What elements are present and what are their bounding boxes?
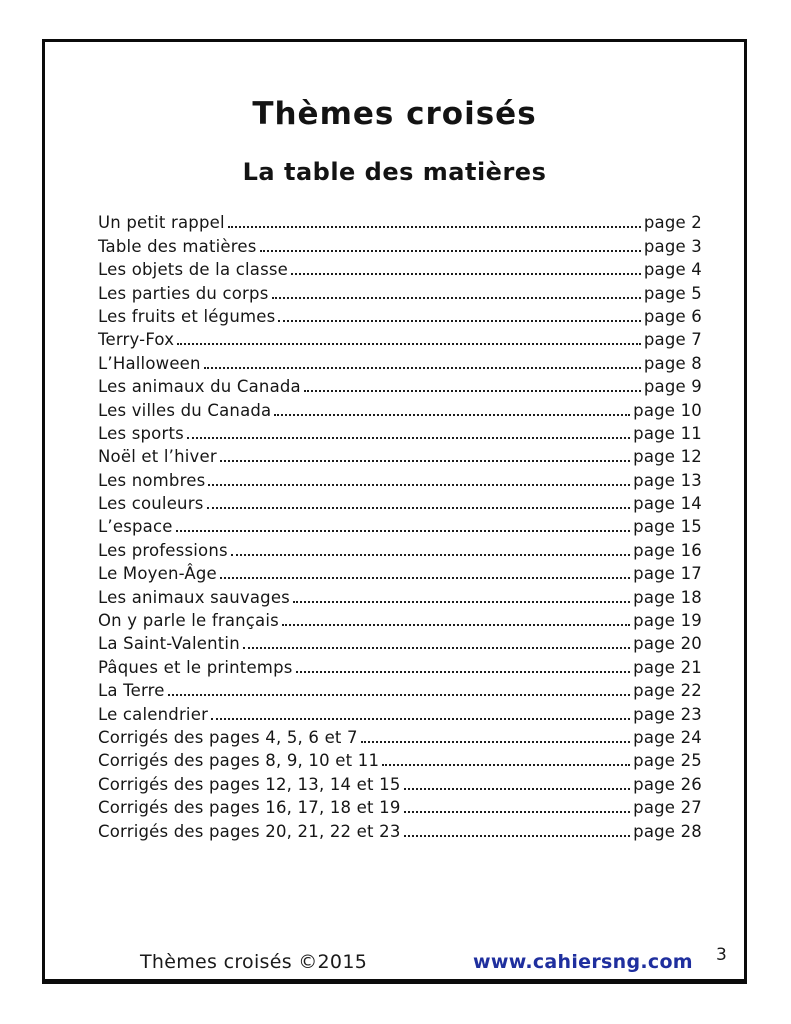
toc-entry-label: Les animaux du Canada	[98, 377, 301, 397]
toc-entry	[98, 748, 702, 771]
toc-entry-page: page 26	[633, 774, 702, 794]
toc-entry-label: L’espace	[98, 517, 173, 537]
toc-entry-label: Corrigés des pages 8, 9, 10 et 11	[98, 751, 380, 771]
footer-website-link[interactable]: www.cahiersng.com	[473, 951, 693, 973]
toc-leader-dots	[293, 601, 630, 603]
toc-entry-label: Les sports	[98, 423, 184, 443]
toc-leader-dots	[260, 250, 641, 252]
toc-leader-dots	[404, 835, 631, 837]
toc-entry-label: Le calendrier	[98, 704, 209, 724]
toc-leader-dots	[304, 390, 641, 392]
toc-leader-dots	[361, 741, 630, 743]
page-title: Thèmes croisés	[252, 96, 537, 132]
page-number: 3	[716, 945, 727, 965]
toc-entry-page: page 14	[633, 494, 702, 514]
toc-entry-label: Les nombres	[98, 470, 206, 490]
toc-entry-page: page 9	[643, 377, 702, 397]
toc-entry	[98, 631, 702, 654]
toc-entry-page: page 6	[643, 306, 702, 326]
toc-entry-page: page 24	[633, 727, 702, 747]
toc-entry-label: Terry-Fox	[98, 330, 175, 350]
toc-leader-dots	[282, 624, 630, 626]
toc-entry	[98, 397, 702, 420]
toc-entry-label: La Terre	[98, 681, 165, 701]
toc-entry	[98, 233, 702, 256]
toc-leader-dots	[274, 414, 630, 416]
toc-entry-page: page 16	[633, 540, 702, 560]
toc-entry-page: page 4	[643, 260, 702, 280]
toc-entry-label: Pâques et le printemps	[98, 657, 293, 677]
toc-entry	[98, 608, 702, 631]
toc-entry-label: Corrigés des pages 12, 13, 14 et 15	[98, 774, 401, 794]
toc-entry	[98, 491, 702, 514]
toc-entry	[98, 374, 702, 397]
toc-entry-label: Les fruits et légumes	[98, 306, 276, 326]
toc-entry-page: page 8	[643, 353, 702, 373]
toc-entry-label: Corrigés des pages 4, 5, 6 et 7	[98, 727, 358, 747]
toc-entry	[98, 771, 702, 794]
toc-leader-dots	[278, 320, 640, 322]
toc-leader-dots	[168, 694, 630, 696]
toc-leader-dots	[207, 507, 631, 509]
toc-entry-label: Corrigés des pages 16, 17, 18 et 19	[98, 798, 401, 818]
toc-entry-page: page 27	[633, 798, 702, 818]
toc-entry	[98, 350, 702, 373]
toc-entry-label: Corrigés des pages 20, 21, 22 et 23	[98, 821, 401, 841]
toc-entry	[98, 561, 702, 584]
toc-entry-page: page 13	[633, 470, 702, 490]
toc-entry-label: Les villes du Canada	[98, 400, 272, 420]
toc-entry-page: page 3	[643, 236, 702, 256]
toc-entry	[98, 584, 702, 607]
toc-entry	[98, 257, 702, 280]
toc-entry-label: Table des matières	[98, 236, 257, 256]
toc-entry-label: Les professions	[98, 540, 228, 560]
toc-leader-dots	[204, 367, 641, 369]
toc-entry-label: Les parties du corps	[98, 283, 269, 303]
toc-leader-dots	[228, 226, 641, 228]
toc-entry-page: page 21	[633, 657, 702, 677]
toc-entry-page: page 5	[643, 283, 702, 303]
toc-entry	[98, 701, 702, 724]
toc-entry-label: On y parle le français	[98, 611, 279, 631]
toc-entry-label: Les objets de la classe	[98, 260, 289, 280]
toc-entry-page: page 12	[633, 447, 702, 467]
toc-entry	[98, 514, 702, 537]
toc-entry	[98, 795, 702, 818]
toc-leader-dots	[187, 437, 630, 439]
toc-entry-page: page 28	[633, 821, 702, 841]
toc-entry-page: page 10	[633, 400, 702, 420]
toc-entry-label: Les couleurs	[98, 494, 204, 514]
toc-leader-dots	[211, 718, 630, 720]
toc-list	[98, 210, 702, 842]
toc-leader-dots	[176, 530, 631, 532]
toc-entry-page: page 11	[633, 423, 702, 443]
toc-entry	[98, 304, 702, 327]
toc-entry-page: page 22	[633, 681, 702, 701]
toc-entry-page: page 17	[633, 564, 702, 584]
toc-entry-page: page 19	[633, 611, 702, 631]
toc-entry	[98, 421, 702, 444]
toc-entry-page: page 2	[643, 213, 702, 233]
toc-entry	[98, 818, 702, 841]
toc-entry	[98, 537, 702, 560]
toc-entry	[98, 444, 702, 467]
toc-entry	[98, 280, 702, 303]
toc-entry-label: La Saint-Valentin	[98, 634, 240, 654]
toc-leader-dots	[404, 788, 631, 790]
toc-leader-dots	[231, 554, 630, 556]
toc-entry-page: page 25	[633, 751, 702, 771]
toc-entry-label: Les animaux sauvages	[98, 587, 290, 607]
toc-leader-dots	[272, 297, 641, 299]
toc-entry-page: page 18	[633, 587, 702, 607]
toc-leader-dots	[296, 671, 631, 673]
toc-entry-page: page 15	[633, 517, 702, 537]
toc-entry-label: L’Halloween	[98, 353, 201, 373]
toc-entry	[98, 725, 702, 748]
toc-entry	[98, 654, 702, 677]
toc-leader-dots	[382, 764, 630, 766]
page-border	[42, 39, 747, 984]
toc-leader-dots	[177, 343, 641, 345]
toc-entry	[98, 327, 702, 350]
toc-entry-label: Le Moyen-Âge	[98, 564, 217, 584]
toc-entry-page: page 23	[633, 704, 702, 724]
toc-leader-dots	[291, 273, 641, 275]
toc-entry	[98, 210, 702, 233]
toc-entry	[98, 467, 702, 490]
toc-entry-label: Un petit rappel	[98, 213, 225, 233]
toc-leader-dots	[243, 647, 630, 649]
page-subtitle: La table des matières	[242, 158, 547, 186]
toc-leader-dots	[208, 484, 630, 486]
toc-leader-dots	[220, 577, 630, 579]
toc-entry-page: page 20	[633, 634, 702, 654]
toc-entry-page: page 7	[643, 330, 702, 350]
toc-entry	[98, 678, 702, 701]
toc-leader-dots	[220, 460, 630, 462]
footer-copyright: Thèmes croisés ©2015	[140, 951, 368, 973]
toc-leader-dots	[404, 811, 631, 813]
toc-entry-label: Noël et l’hiver	[98, 447, 217, 467]
